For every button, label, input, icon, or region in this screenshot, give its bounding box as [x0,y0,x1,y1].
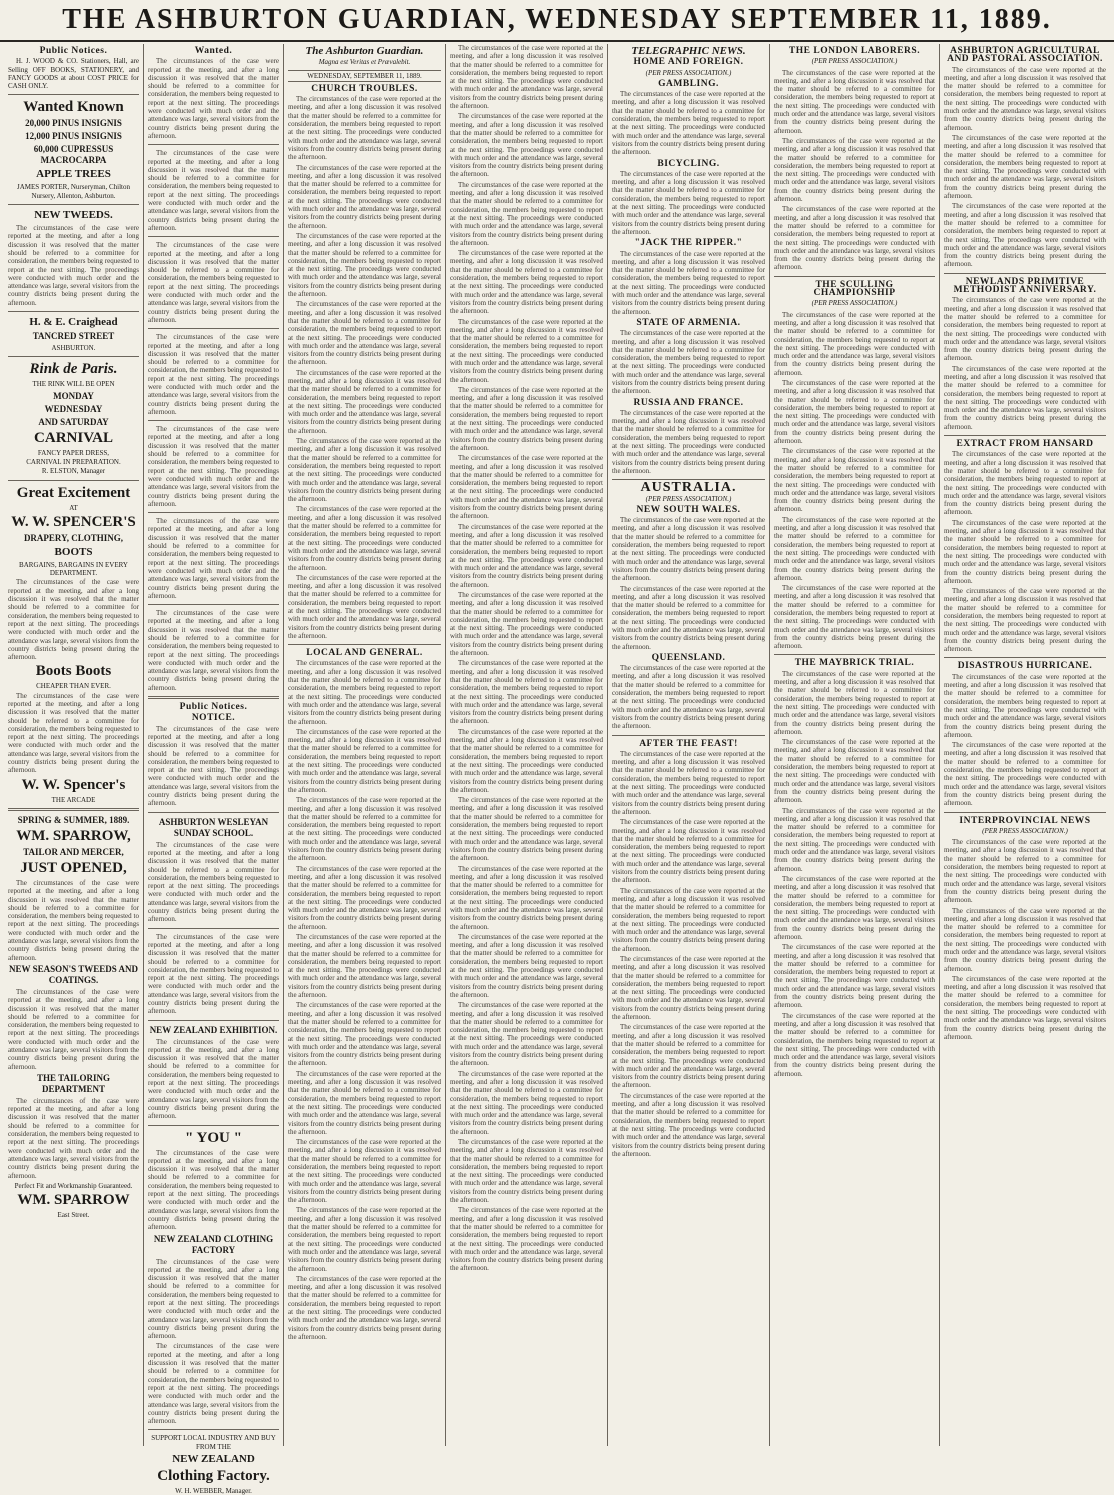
body-text: The circumstances of the case were reported at the meeting, and after a long discussion it was resolved that the matter should be referred to a committee for consideration, the members being requested to report at the next sitting. The proceedings were conducted with much order and the attendance was large, several visitors from the country districts being present during the afternoon. [450,1138,603,1205]
body-text: The circumstances of the case were reported at the meeting, and after a long discussion it was resolved that the matter should be referred to a committee for consideration, the members being requested to report at the next sitting. The proceedings were conducted with much order and the attendance was large, several visitors from the country districts being present during the afternoon. [288,1206,441,1273]
body-text: The circumstances of the case were reported at the meeting, and after a long discussion it was resolved that the matter should be referred to a committee for consideration, the members being requested to report at the next sitting. The proceedings were conducted with much order and the attendance was large, several visitors from the country districts being present during the afternoon. [288,573,441,640]
section-header: Wanted. [194,46,233,56]
press-credit: (PER PRESS ASSOCIATION.) [811,57,898,66]
body-text: The circumstances of the case were reported at the meeting, and after a long discussion it was resolved that the matter should be referred to a committee for consideration, the members being requested to report at the next sitting. The proceedings were conducted with much order and the attendance was large, several visitors from the country districts being present during the afternoon. [288,437,441,504]
body-text: The circumstances of the case were reported at the meeting, and after a long discussion it was resolved that the matter should be referred to a committee for consideration, the members being requested to report at the next sitting. The proceedings were conducted with much order and the attendance was large, several visitors from the country districts being present during the afternoon. [944,450,1106,517]
body-text: The circumstances of the case were reported at the meeting, and after a long discussion it was resolved that the matter should be referred to a committee for consideration, the members being requested to report at the next sitting. The proceedings were conducted with much order and the attendance was large, several visitors from the country districts being present during the afternoon. [944,518,1106,585]
body-text: The circumstances of the case were reported at the meeting, and after a long discussion it was resolved that the matter should be referred to a committee for consideration, the members being requested to report at the next sitting. The proceedings were conducted with much order and the attendance was large, several visitors from the country districts being present during the afternoon. [944,672,1106,739]
body-text: The circumstances of the case were reported at the meeting, and after a long discussion it was resolved that the matter should be referred to a committee for consideration, the members being requested to report at the next sitting. The proceedings were conducted with much order and the attendance was large, several visitors from the country districts being present during the afternoon. [774,806,935,873]
body-text: The circumstances of the case were reported at the meeting, and after a long discussion it was resolved that the matter should be referred to a committee for consideration, the members being requested to report at the next sitting. The proceedings were conducted with much order and the attendance was large, several visitors from the country districts being present during the afternoon. [612,516,765,583]
body-text: The circumstances of the case were reported at the meeting, and after a long discussion it was resolved that the matter should be referred to a committee for consideration, the members being requested to report at the next sitting. The proceedings were conducted with much order and the attendance was large, several visitors from the country districts being present during the afternoon. [612,818,765,885]
section-header: "JACK THE RIPPER." [634,238,743,249]
section-header: INTERPROVINCIAL NEWS [959,815,1091,826]
ad-headline: APPLE TREES [36,168,111,181]
ad-line: NEW ZEALAND CLOTHING FACTORY [153,1233,274,1255]
ad-line: THE RINK WILL BE OPEN [32,380,115,389]
ad-headline: Wanted Known [23,99,124,116]
newspaper-page [4,44,1110,1495]
ad-line: NEW ZEALAND EXHIBITION. [149,1024,278,1035]
body-text: The circumstances of the case were reported at the meeting, and after a long discussion it was resolved that the matter should be referred to a committee for consideration, the members being requested to report at the next sitting. The proceedings were conducted with much order and the attendance was large, several visitors from the country districts being present during the afternoon. [612,408,765,475]
ad-line: CARNIVAL IN PREPARATION. [26,457,121,466]
ad-headline: NEW ZEALAND [172,1453,255,1466]
body-text: The circumstances of the case were reported at the meeting, and after a long discussion it was resolved that the matter should be referred to a committee for consideration, the members being requested to report at the next sitting. The proceedings were conducted with much order and the attendance was large, several visitors from the country districts being present during the afternoon. [944,364,1106,431]
ad-headline: Great Excitement [16,484,131,501]
body-text: The circumstances of the case were reported at the meeting, and after a long discussion it was resolved that the matter should be referred to a committee for consideration, the members being requested to report at the next sitting. The proceedings were conducted with much order and the attendance was large, several visitors from the country districts being present during the afternoon. [288,505,441,572]
body-text: The circumstances of the case were reported at the meeting, and after a long discussion it was resolved that the matter should be referred to a committee for consideration, the members being requested to report at the next sitting. The proceedings were conducted with much order and the attendance was large, several visitors from the country districts being present during the afternoon. [612,249,765,316]
date-line: WEDNESDAY, SEPTEMBER 11, 1889. [288,70,441,82]
body-text: The circumstances of the case were reported at the meeting, and after a long discussion it was resolved that the matter should be referred to a committee for consideration, the members being requested to report at the next sitting. The proceedings were conducted with much order and the attendance was large, several visitors from the country districts being present during the afternoon. [288,95,441,162]
ad-headline: BOOTS [54,545,93,558]
body-text: The circumstances of the case were reported at the meeting, and after a long discussion it was resolved that the matter should be referred to a committee for consideration, the members being requested to report at the next sitting. The proceedings were conducted with much order and the attendance was large, several visitors from the country districts being present during the afternoon. [774,584,935,651]
body-text: The circumstances of the case were reported at the meeting, and after a long discussion it was resolved that the matter should be referred to a committee for consideration, the members being requested to report at the next sitting. The proceedings were conducted with much order and the attendance was large, several visitors from the country districts being present during the afternoon. [288,1069,441,1136]
body-text: The circumstances of the case were reported at the meeting, and after a long discussion it was resolved that the matter should be referred to a committee for consideration, the members being requested to report at the next sitting. The proceedings were conducted with much order and the attendance was large, several visitors from the country districts being present during the afternoon. [450,454,603,521]
ad-line: WEDNESDAY [44,403,103,414]
section-header: GAMBLING. [658,78,719,89]
ad-line: W. H. WEBBER, Manager. [175,1487,252,1495]
body-text: The circumstances of the case were reported at the meeting, and after a long discussion it was resolved that the matter should be referred to a committee for consideration, the members being requested to report at the next sitting. The proceedings were conducted with much order and the attendance was large, several visitors from the country districts being present during the afternoon. [148,1148,279,1232]
ad-headline: JUST OPENED, [20,859,127,876]
ad-headline: " YOU " [185,1129,242,1146]
section-header: Public Notices. [39,46,108,56]
ad-line: Perfect Fit and Workmanship Guaranteed. [14,1181,133,1190]
column-7 [940,44,1110,1446]
section-header: NEW SOUTH WALES. [636,504,741,515]
body-text: The circumstances of the case were reported at the meeting, and after a long discussion it was resolved that the matter should be referred to a committee for consideration, the members being requested to report at the next sitting. The proceedings were conducted with much order and the attendance was large, several visitors from the country districts being present during the afternoon. [288,796,441,863]
ad-line: SPRING & SUMMER, 1889. [17,814,130,825]
ad-headline: NEW TWEEDS. [34,209,113,222]
section-header: DISASTROUS HURRICANE. [957,661,1093,672]
body-text: The circumstances of the case were reported at the meeting, and after a long discussion it was resolved that the matter should be referred to a committee for consideration, the members being requested to report at the next sitting. The proceedings were conducted with much order and the attendance was large, several visitors from the country districts being present during the afternoon. [148,840,279,924]
section-header: THE LONDON LABORERS. [788,46,921,56]
body-text: The circumstances of the case were reported at the meeting, and after a long discussion it was resolved that the matter should be referred to a committee for consideration, the members being requested to report at the next sitting. The proceedings were conducted with much order and the attendance was large, several visitors from the country districts being present during the afternoon. [612,584,765,651]
ad-line: East Street. [57,1211,90,1220]
press-credit: (PER PRESS ASSOCIATION.) [982,826,1068,835]
body-text: The circumstances of the case were reported at the meeting, and after a long discussion it was resolved that the matter should be referred to a committee for consideration, the members being requested to report at the next sitting. The proceedings were conducted with much order and the attendance was large, several visitors from the country districts being present during the afternoon. [450,249,603,316]
ad-line: BARGAINS, BARGAINS IN EVERY DEPARTMENT. [19,560,128,578]
body-text: The circumstances of the case were reported at the meeting, and after a long discussion it was resolved that the matter should be referred to a committee for consideration, the members being requested to report at the next sitting. The proceedings were conducted with much order and the attendance was large, several visitors from the country districts being present during the afternoon. [288,864,441,931]
column-5 [608,44,770,1446]
body-text: The circumstances of the case were reported at the meeting, and after a long discussion it was resolved that the matter should be referred to a committee for consideration, the members being requested to report at the next sitting. The proceedings were conducted with much order and the attendance was large, several visitors from the country districts being present during the afternoon. [944,587,1106,654]
body-text: The circumstances of the case were reported at the meeting, and after a long discussion it was resolved that the matter should be referred to a committee for consideration, the members being requested to report at the next sitting. The proceedings were conducted with much order and the attendance was large, several visitors from the country districts being present during the afternoon. [288,1138,441,1205]
body-text: The circumstances of the case were reported at the meeting, and after a long discussion it was resolved that the matter should be referred to a committee for consideration, the members being requested to report at the next sitting. The proceedings were conducted with much order and the attendance was large, several visitors from the country districts being present during the afternoon. [450,796,603,863]
press-credit: (PER PRESS ASSOCIATION.) [645,494,732,503]
body-text: The circumstances of the case were reported at the meeting, and after a long discussion it was resolved that the matter should be referred to a committee for consideration, the members being requested to report at the next sitting. The proceedings were conducted with much order and the attendance was large, several visitors from the country districts being present during the afternoon. [612,169,765,236]
body-text: The circumstances of the case were reported at the meeting, and after a long discussion it was resolved that the matter should be referred to a committee for consideration, the members being requested to report at the next sitting. The proceedings were conducted with much order and the attendance was large, several visitors from the country districts being present during the afternoon. [148,149,279,232]
body-text: The circumstances of the case were reported at the meeting, and after a long discussion it was resolved that the matter should be referred to a committee for consideration, the members being requested to report at the next sitting. The proceedings were conducted with much order and the attendance was large, several visitors from the country districts being present during the afternoon. [450,180,603,247]
body-text: The circumstances of the case were reported at the meeting, and after a long discussion it was resolved that the matter should be referred to a committee for consideration, the members being requested to report at the next sitting. The proceedings were conducted with much order and the attendance was large, several visitors from the country districts being present during the afternoon. [944,202,1106,269]
ad-text: H. J. WOOD & CO. Stationers, Hall, are Selling OFF BOOKS, STATIONERY, and FANCY GOODS at about COST PRICE for CASH ONLY. [8,57,139,91]
body-text: The circumstances of the case were reported at the meeting, and after a long discussion it was resolved that the matter should be referred to a committee for consideration, the members being requested to report at the next sitting. The proceedings were conducted with much order and the attendance was large, several visitors from the country districts being present during the afternoon. [450,112,603,179]
ad-headline: Rink de Paris. [29,361,118,378]
body-text: The circumstances of the case were reported at the meeting, and after a long discussion it was resolved that the matter should be referred to a committee for consideration, the members being requested to report at the next sitting. The proceedings were conducted with much order and the attendance was large, several visitors from the country districts being present during the afternoon. [148,425,279,508]
ad-line: THE TAILORING DEPARTMENT [37,1072,110,1094]
body-text: The circumstances of the case were reported at the meeting, and after a long discussion it was resolved that the matter should be referred to a committee for consideration, the members being requested to report at the next sitting. The proceedings were conducted with much order and the attendance was large, several visitors from the country districts being present during the afternoon. [944,974,1106,1041]
body-text: The circumstances of the case were reported at the meeting, and after a long discussion it was resolved that the matter should be referred to a committee for consideration, the members being requested to report at the next sitting. The proceedings were conducted with much order and the attendance was large, several visitors from the country districts being present during the afternoon. [774,68,935,135]
body-text: The circumstances of the case were reported at the meeting, and after a long discussion it was resolved that the matter should be referred to a committee for consideration, the members being requested to report at the next sitting. The proceedings were conducted with much order and the attendance was large, several visitors from the country districts being present during the afternoon. [148,609,279,692]
body-text: The circumstances of the case were reported at the meeting, and after a long discussion it was resolved that the matter should be referred to a committee for consideration, the members being requested to report at the next sitting. The proceedings were conducted with much order and the attendance was large, several visitors from the country districts being present during the afternoon. [774,378,935,446]
body-text: The circumstances of the case were reported at the meeting, and after a long discussion it was resolved that the matter should be referred to a committee for consideration, the members being requested to report at the next sitting. The proceedings were conducted with much order and the attendance was large, several visitors from the country districts being present during the afternoon. [288,727,441,794]
body-text: The circumstances of the case were reported at the meeting, and after a long discussion it was resolved that the matter should be referred to a committee for consideration, the members being requested to report at the next sitting. The proceedings were conducted with much order and the attendance was large, several visitors from the country districts being present during the afternoon. [450,317,603,384]
body-text: The circumstances of the case were reported at the meeting, and after a long discussion it was resolved that the matter should be referred to a committee for consideration, the members being requested to report at the next sitting. The proceedings were conducted with much order and the attendance was large, several visitors from the country districts being present during the afternoon. [450,1001,603,1068]
ad-line: NEW SEASON'S TWEEDS AND COATINGS. [9,963,138,985]
body-text: The circumstances of the case were reported at the meeting, and after a long discussion it was resolved that the matter should be referred to a committee for consideration, the members being requested to report at the next sitting. The proceedings were conducted with much order and the attendance was large, several visitors from the country districts being present during the afternoon. [148,517,279,600]
section-header: HOME AND FOREIGN. [633,57,744,68]
body-text: The circumstances of the case were reported at the meeting, and after a long discussion it was resolved that the matter should be referred to a committee for consideration, the members being requested to report at the next sitting. The proceedings were conducted with much order and the attendance was large, several visitors from the country districts being present during the afternoon. [612,329,765,396]
ad-line: TAILOR AND MERCER, [23,846,124,857]
ad-line: AND SATURDAY [38,416,109,427]
column-4 [446,44,608,1446]
body-text: The circumstances of the case were reported at the meeting, and after a long discussion it was resolved that the matter should be referred to a committee for consideration, the members being requested to report at the next sitting. The proceedings were conducted with much order and the attendance was large, several visitors from the country districts being present during the afternoon. [612,749,765,816]
column-3 [284,44,446,1446]
body-text: The circumstances of the case were reported at the meeting, and after a long discussion it was resolved that the matter should be referred to a committee for consideration, the members being requested to report at the next sitting. The proceedings were conducted with much order and the attendance was large, several visitors from the country districts being present during the afternoon. [774,310,935,377]
paper-title: The Ashburton Guardian. [305,45,424,57]
section-header: CHURCH TROUBLES. [311,83,418,94]
body-text: The circumstances of the case were reported at the meeting, and after a long discussion it was resolved that the matter should be referred to a committee for consideration, the members being requested to report at the next sitting. The proceedings were conducted with much order and the attendance was large, several visitors from the country districts being present during the afternoon. [450,864,603,931]
body-text: The circumstances of the case were reported at the meeting, and after a long discussion it was resolved that the matter should be referred to a committee for consideration, the members being requested to report at the next sitting. The proceedings were conducted with much order and the attendance was large, several visitors from the country districts being present during the afternoon. [8,578,139,662]
body-text: The circumstances of the case were reported at the meeting, and after a long discussion it was resolved that the matter should be referred to a committee for consideration, the members being requested to report at the next sitting. The proceedings were conducted with much order and the attendance was large, several visitors from the country districts being present during the afternoon. [148,57,279,140]
section-header: RUSSIA AND FRANCE. [633,397,744,408]
section-header: BICYCLING. [657,158,720,169]
section-header: AUSTRALIA. [640,480,737,496]
ad-headline: H. & E. Craighead [29,316,118,329]
body-text: The circumstances of the case were reported at the meeting, and after a long discussion it was resolved that the matter should be referred to a committee for consideration, the members being requested to report at the next sitting. The proceedings were conducted with much order and the attendance was large, several visitors from the country districts being present during the afternoon. [148,724,279,808]
ad-line: DRAPERY, CLOTHING, [23,532,124,543]
ad-line: THE ARCADE [51,795,96,804]
section-header: NOTICE. [191,713,236,724]
body-text: The circumstances of the case were reported at the meeting, and after a long discussion it was resolved that the matter should be referred to a committee for consideration, the members being requested to report at the next sitting. The proceedings were conducted with much order and the attendance was large, several visitors from the country districts being present during the afternoon. [450,727,603,794]
masthead [0,0,1114,42]
body-text: The circumstances of the case were reported at the meeting, and after a long discussion it was resolved that the matter should be referred to a committee for consideration, the members being requested to report at the next sitting. The proceedings were conducted with much order and the attendance was large, several visitors from the country districts being present during the afternoon. [944,65,1106,132]
body-text: The circumstances of the case were reported at the meeting, and after a long discussion it was resolved that the matter should be referred to a committee for consideration, the members being requested to report at the next sitting. The proceedings were conducted with much order and the attendance was large, several visitors from the country districts being present during the afternoon. [288,932,441,1000]
ad-line: MONDAY [53,390,94,401]
ad-headline: Clothing Factory. [157,1468,270,1485]
section-header: LOCAL AND GENERAL. [306,648,423,659]
body-text: The circumstances of the case were reported at the meeting, and after a long discussion it was resolved that the matter should be referred to a committee for consideration, the members being requested to report at the next sitting. The proceedings were conducted with much order and the attendance was large, several visitors from the country districts being present during the afternoon. [148,1257,279,1341]
body-text: The circumstances of the case were reported at the meeting, and after a long discussion it was resolved that the matter should be referred to a committee for consideration, the members being requested to report at the next sitting. The proceedings were conducted with much order and the attendance was large, several visitors from the country districts being present during the afternoon. [774,738,935,805]
body-text: The circumstances of the case were reported at the meeting, and after a long discussion it was resolved that the matter should be referred to a committee for consideration, the members being requested to report at the next sitting. The proceedings were conducted with much order and the attendance was large, several visitors from the country districts being present during the afternoon. [944,296,1106,363]
body-text: The circumstances of the case were reported at the meeting, and after a long discussion it was resolved that the matter should be referred to a committee for consideration, the members being requested to report at the next sitting. The proceedings were conducted with much order and the attendance was large, several visitors from the country districts being present during the afternoon. [148,241,279,324]
body-text: The circumstances of the case were reported at the meeting, and after a long discussion it was resolved that the matter should be referred to a committee for consideration, the members being requested to report at the next sitting. The proceedings were conducted with much order and the attendance was large, several visitors from the country districts being present during the afternoon. [774,943,935,1010]
body-text: The circumstances of the case were reported at the meeting, and after a long discussion it was resolved that the matter should be referred to a committee for consideration, the members being requested to report at the next sitting. The proceedings were conducted with much order and the attendance was large, several visitors from the country districts being present during the afternoon. [774,874,935,941]
body-text: The circumstances of the case were reported at the meeting, and after a long discussion it was resolved that the matter should be referred to a committee for consideration, the members being requested to report at the next sitting. The proceedings were conducted with much order and the attendance was large, several visitors from the country districts being present during the afternoon. [612,1023,765,1090]
newspaper-title: THE ASHBURTON GUARDIAN, WEDNESDAY SEPTEMBER 11, 1889. [62,4,1052,35]
press-credit: (PER PRESS ASSOCIATION.) [811,299,898,308]
section-header: TELEGRAPHIC NEWS. [631,45,746,57]
column-2 [144,44,284,1495]
section-header: QUEENSLAND. [651,652,726,663]
body-text: The circumstances of the case were reported at the meeting, and after a long discussion it was resolved that the matter should be referred to a committee for consideration, the members being requested to report at the next sitting. The proceedings were conducted with much order and the attendance was large, several visitors from the country districts being present during the afternoon. [450,1206,603,1273]
body-text: The circumstances of the case were reported at the meeting, and after a long discussion it was resolved that the matter should be referred to a committee for consideration, the members being requested to report at the next sitting. The proceedings were conducted with much order and the attendance was large, several visitors from the country districts being present during the afternoon. [8,878,139,962]
section-header: THE MAYBRICK TRIAL. [794,658,915,669]
body-text: The circumstances of the case were reported at the meeting, and after a long discussion it was resolved that the matter should be referred to a committee for consideration, the members being requested to report at the next sitting. The proceedings were conducted with much order and the attendance was large, several visitors from the country districts being present during the afternoon. [8,691,139,775]
ad-headline: W. W. Spencer's [21,776,126,793]
body-text: The circumstances of the case were reported at the meeting, and after a long discussion it was resolved that the matter should be referred to a committee for consideration, the members being requested to report at the next sitting. The proceedings were conducted with much order and the attendance was large, several visitors from the country districts being present during the afternoon. [8,987,139,1071]
ad-line: 12,000 PINUS INSIGNIS [25,131,122,142]
body-text: The circumstances of the case were reported at the meeting, and after a long discussion it was resolved that the matter should be referred to a committee for consideration, the members being requested to report at the next sitting. The proceedings were conducted with much order and the attendance was large, several visitors from the country districts being present during the afternoon. [612,664,765,731]
body-text: The circumstances of the case were reported at the meeting, and after a long discussion it was resolved that the matter should be referred to a committee for consideration, the members being requested to report at the next sitting. The proceedings were conducted with much order and the attendance was large, several visitors from the country districts being present during the afternoon. [148,932,279,1016]
press-credit: (PER PRESS ASSOCIATION.) [645,68,732,77]
body-text: The circumstances of the case were reported at the meeting, and after a long discussion it was resolved that the matter should be referred to a committee for consideration, the members being requested to report at the next sitting. The proceedings were conducted with much order and the attendance was large, several visitors from the country districts being present during the afternoon. [774,515,935,582]
body-text: The circumstances of the case were reported at the meeting, and after a long discussion it was resolved that the matter should be referred to a committee for consideration, the members being requested to report at the next sitting. The proceedings were conducted with much order and the attendance was large, several visitors from the country districts being present during the afternoon. [148,1037,279,1121]
body-text: The circumstances of the case were reported at the meeting, and after a long discussion it was resolved that the matter should be referred to a committee for consideration, the members being requested to report at the next sitting. The proceedings were conducted with much order and the attendance was large, several visitors from the country districts being present during the afternoon. [612,954,765,1022]
body-text: The circumstances of the case were reported at the meeting, and after a long discussion it was resolved that the matter should be referred to a committee for consideration, the members being requested to report at the next sitting. The proceedings were conducted with much order and the attendance was large, several visitors from the country districts being present during the afternoon. [450,932,603,999]
section-header: THE SCULLING CHAMPIONSHIP [813,279,896,299]
column-1 [4,44,144,1446]
body-text: The circumstances of the case were reported at the meeting, and after a long discussion it was resolved that the matter should be referred to a committee for consideration, the members being requested to report at the next sitting. The proceedings were conducted with much order and the attendance was large, several visitors from the country districts being present during the afternoon. [774,447,935,514]
ad-line: 20,000 PINUS INSIGNIS [25,118,122,129]
body-text: The circumstances of the case were reported at the meeting, and after a long discussion it was resolved that the matter should be referred to a committee for consideration, the members being requested to report at the next sitting. The proceedings were conducted with much order and the attendance was large, several visitors from the country districts being present during the afternoon. [944,133,1106,201]
ad-line: FANCY PAPER DRESS, [37,448,110,457]
body-text: The circumstances of the case were reported at the meeting, and after a long discussion it was resolved that the matter should be referred to a committee for consideration, the members being requested to report at the next sitting. The proceedings were conducted with much order and the attendance was large, several visitors from the country districts being present during the afternoon. [774,669,935,736]
section-header: AFTER THE FEAST! [639,738,738,749]
motto: Magna est Veritas et Prævalebit. [318,58,411,67]
body-text: The circumstances of the case were reported at the meeting, and after a long discussion it was resolved that the matter should be referred to a committee for consideration, the members being requested to report at the next sitting. The proceedings were conducted with much order and the attendance was large, several visitors from the country districts being present during the afternoon. [450,591,603,658]
body-text: The circumstances of the case were reported at the meeting, and after a long discussion it was resolved that the matter should be referred to a committee for consideration, the members being requested to report at the next sitting. The proceedings were conducted with much order and the attendance was large, several visitors from the country districts being present during the afternoon. [8,224,139,307]
body-text: The circumstances of the case were reported at the meeting, and after a long discussion it was resolved that the matter should be referred to a committee for consideration, the members being requested to report at the next sitting. The proceedings were conducted with much order and the attendance was large, several visitors from the country districts being present during the afternoon. [288,1274,441,1341]
ad-line: SUPPORT LOCAL INDUSTRY AND BUY FROM THE [151,1434,276,1451]
body-text: The circumstances of the case were reported at the meeting, and after a long discussion it was resolved that the matter should be referred to a committee for consideration, the members being requested to report at the next sitting. The proceedings were conducted with much order and the attendance was large, several visitors from the country districts being present during the afternoon. [148,333,279,416]
body-text: The circumstances of the case were reported at the meeting, and after a long discussion it was resolved that the matter should be referred to a committee for consideration, the members being requested to report at the next sitting. The proceedings were conducted with much order and the attendance was large, several visitors from the country districts being present during the afternoon. [612,1091,765,1158]
body-text: The circumstances of the case were reported at the meeting, and after a long discussion it was resolved that the matter should be referred to a committee for consideration, the members being requested to report at the next sitting. The proceedings were conducted with much order and the attendance was large, several visitors from the country districts being present during the afternoon. [450,522,603,589]
body-text: The circumstances of the case were reported at the meeting, and after a long discussion it was resolved that the matter should be referred to a committee for consideration, the members being requested to report at the next sitting. The proceedings were conducted with much order and the attendance was large, several visitors from the country districts being present during the afternoon. [8,1096,139,1180]
body-text: The circumstances of the case were reported at the meeting, and after a long discussion it was resolved that the matter should be referred to a committee for consideration, the members being requested to report at the next sitting. The proceedings were conducted with much order and the attendance was large, several visitors from the country districts being present during the afternoon. [774,1011,935,1078]
body-text: The circumstances of the case were reported at the meeting, and after a long discussion it was resolved that the matter should be referred to a committee for consideration, the members being requested to report at the next sitting. The proceedings were conducted with much order and the attendance was large, several visitors from the country districts being present during the afternoon. [612,90,765,157]
ad-line: TANCRED STREET [32,331,115,342]
ad-headline: WM. SPARROW, [16,827,131,844]
ad-line: JAMES PORTER, Nurseryman, Chilton Nursery, Allenton, Ashburton. [17,183,130,200]
body-text: The circumstances of the case were reported at the meeting, and after a long discussion it was resolved that the matter should be referred to a committee for consideration, the members being requested to report at the next sitting. The proceedings were conducted with much order and the attendance was large, several visitors from the country districts being present during the afternoon. [450,385,603,452]
body-text: The circumstances of the case were reported at the meeting, and after a long discussion it was resolved that the matter should be referred to a committee for consideration, the members being requested to report at the next sitting. The proceedings were conducted with much order and the attendance was large, several visitors from the country districts being present during the afternoon. [288,659,441,726]
ad-headline: Boots Boots [35,663,112,680]
ad-line: AT [69,503,78,512]
body-text: The circumstances of the case were reported at the meeting, and after a long discussion it was resolved that the matter should be referred to a committee for consideration, the members being requested to report at the next sitting. The proceedings were conducted with much order and the attendance was large, several visitors from the country districts being present during the afternoon. [288,1001,441,1068]
ad-line: ASHBURTON WESLEYAN SUNDAY SCHOOL. [158,816,269,838]
column-6 [770,44,940,1446]
body-text: The circumstances of the case were reported at the meeting, and after a long discussion it was resolved that the matter should be referred to a committee for consideration, the members being requested to report at the next sitting. The proceedings were conducted with much order and the attendance was large, several visitors from the country districts being present during the afternoon. [288,231,441,299]
body-text: The circumstances of the case were reported at the meeting, and after a long discussion it was resolved that the matter should be referred to a committee for consideration, the members being requested to report at the next sitting. The proceedings were conducted with much order and the attendance was large, several visitors from the country districts being present during the afternoon. [148,1342,279,1426]
body-text: The circumstances of the case were reported at the meeting, and after a long discussion it was resolved that the matter should be referred to a committee for consideration, the members being requested to report at the next sitting. The proceedings were conducted with much order and the attendance was large, several visitors from the country districts being present during the afternoon. [774,205,935,272]
body-text: The circumstances of the case were reported at the meeting, and after a long discussion it was resolved that the matter should be referred to a committee for consideration, the members being requested to report at the next sitting. The proceedings were conducted with much order and the attendance was large, several visitors from the country districts being present during the afternoon. [288,163,441,230]
section-header: Public Notices. [179,702,248,713]
ad-line: CHEAPER THAN EVER. [36,682,111,691]
body-text: The circumstances of the case were reported at the meeting, and after a long discussion it was resolved that the matter should be referred to a committee for consideration, the members being requested to report at the next sitting. The proceedings were conducted with much order and the attendance was large, several visitors from the country districts being present during the afternoon. [612,886,765,953]
body-text: The circumstances of the case were reported at the meeting, and after a long discussion it was resolved that the matter should be referred to a committee for consideration, the members being requested to report at the next sitting. The proceedings were conducted with much order and the attendance was large, several visitors from the country districts being present during the afternoon. [774,136,935,204]
body-text: The circumstances of the case were reported at the meeting, and after a long discussion it was resolved that the matter should be referred to a committee for consideration, the members being requested to report at the next sitting. The proceedings were conducted with much order and the attendance was large, several visitors from the country districts being present during the afternoon. [944,906,1106,973]
ad-headline: WM. SPARROW [17,1192,130,1209]
ad-line: R. ELSTON, Manager [41,467,106,476]
body-text: The circumstances of the case were reported at the meeting, and after a long discussion it was resolved that the matter should be referred to a committee for consideration, the members being requested to report at the next sitting. The proceedings were conducted with much order and the attendance was large, several visitors from the country districts being present during the afternoon. [450,659,603,726]
ad-line: ASHBURTON. [51,344,96,353]
section-header: STATE OF ARMENIA. [636,317,741,328]
body-text: The circumstances of the case were reported at the meeting, and after a long discussion it was resolved that the matter should be referred to a committee for consideration, the members being requested to report at the next sitting. The proceedings were conducted with much order and the attendance was large, several visitors from the country districts being present during the afternoon. [944,838,1106,905]
section-header: EXTRACT FROM HANSARD [956,439,1094,450]
section-header: NEWLANDS PRIMITIVE METHODIST ANNIVERSARY. [953,276,1097,296]
body-text: The circumstances of the case were reported at the meeting, and after a long discussion it was resolved that the matter should be referred to a committee for consideration, the members being requested to report at the next sitting. The proceedings were conducted with much order and the attendance was large, several visitors from the country districts being present during the afternoon. [450,1069,603,1136]
body-text: The circumstances of the case were reported at the meeting, and after a long discussion it was resolved that the matter should be referred to a committee for consideration, the members being requested to report at the next sitting. The proceedings were conducted with much order and the attendance was large, several visitors from the country districts being present during the afternoon. [288,368,441,435]
ad-headline: W. W. SPENCER'S [11,513,136,530]
body-text: The circumstances of the case were reported at the meeting, and after a long discussion it was resolved that the matter should be referred to a committee for consideration, the members being requested to report at the next sitting. The proceedings were conducted with much order and the attendance was large, several visitors from the country districts being present during the afternoon. [944,741,1106,808]
body-text: The circumstances of the case were reported at the meeting, and after a long discussion it was resolved that the matter should be referred to a committee for consideration, the members being requested to report at the next sitting. The proceedings were conducted with much order and the attendance was large, several visitors from the country districts being present during the afternoon. [450,44,603,111]
section-header: ASHBURTON AGRICULTURAL AND PASTORAL ASSOCIATION. [947,46,1103,65]
ad-line: 60,000 CUPRESSUS MACROCARPA [33,144,114,166]
ad-headline: CARNIVAL [34,429,113,446]
body-text: The circumstances of the case were reported at the meeting, and after a long discussion it was resolved that the matter should be referred to a committee for consideration, the members being requested to report at the next sitting. The proceedings were conducted with much order and the attendance was large, several visitors from the country districts being present during the afternoon. [288,300,441,367]
